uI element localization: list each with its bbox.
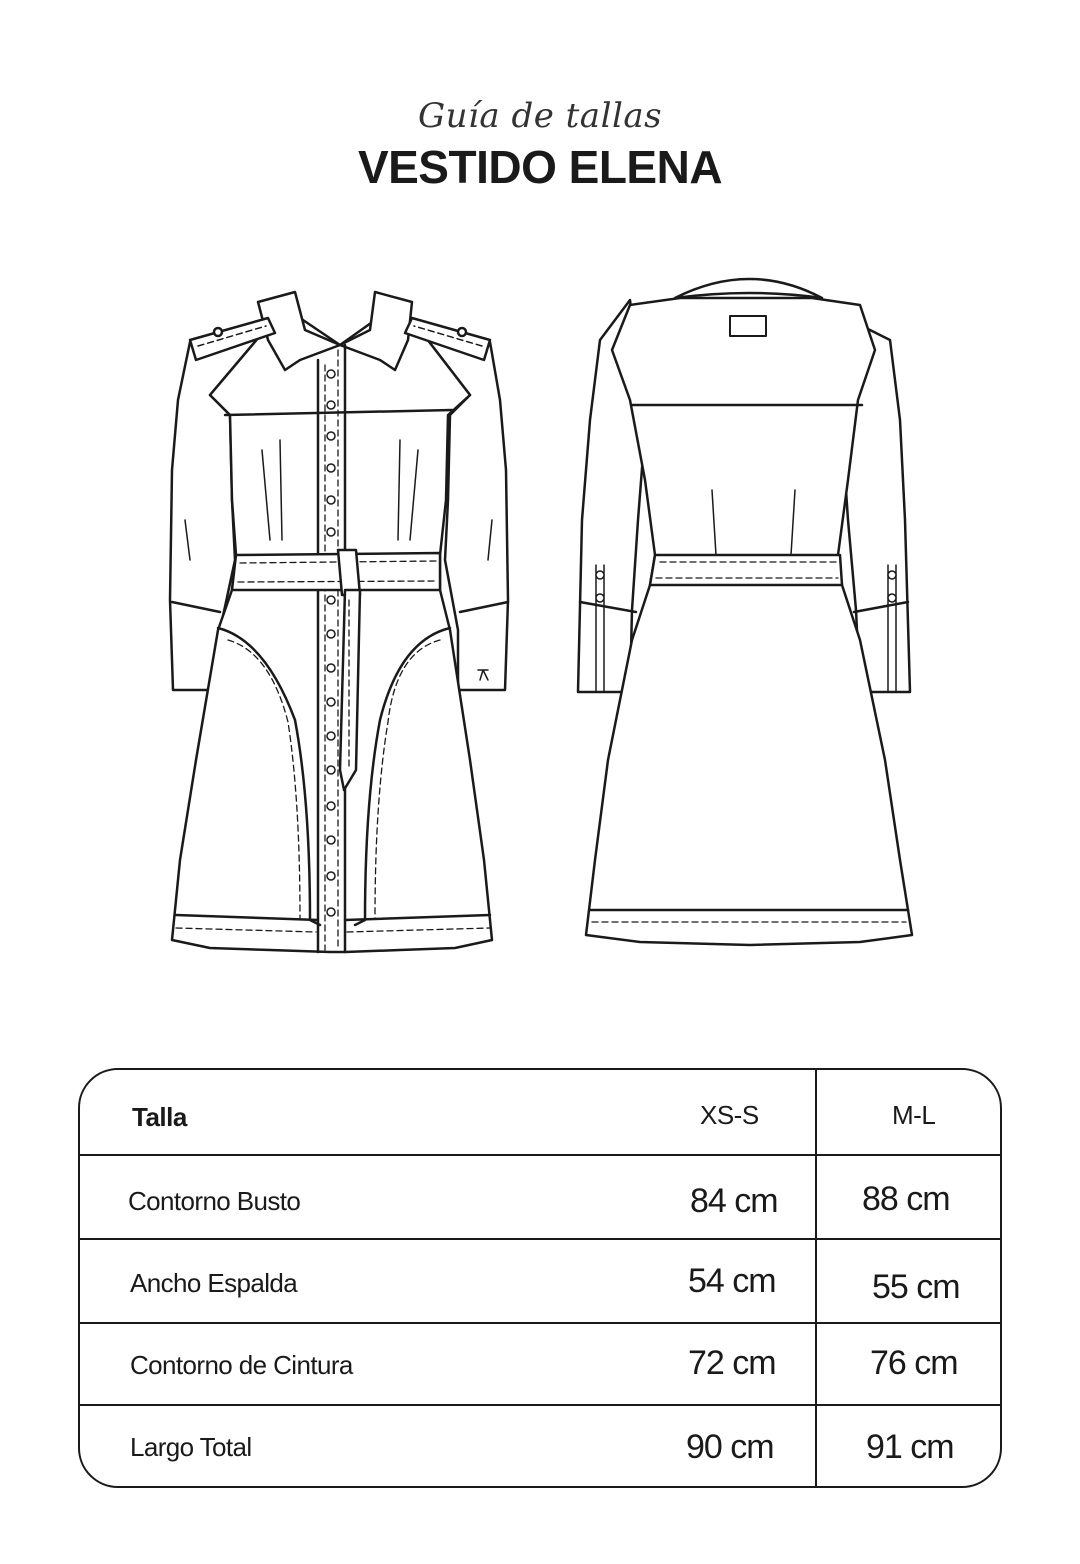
value-bust-m-l: 88 cm <box>862 1180 950 1218</box>
row-divider <box>80 1154 1000 1156</box>
size-guide-subtitle: Guía de tallas <box>417 96 663 136</box>
value-length-xs-s: 90 cm <box>686 1428 774 1466</box>
value-bust-xs-s: 84 cm <box>690 1182 778 1220</box>
value-waist-m-l: 76 cm <box>870 1344 958 1382</box>
row-label-bust: Contorno Busto <box>128 1186 301 1216</box>
dress-front-view <box>170 292 508 952</box>
row-divider <box>80 1322 1000 1324</box>
row-label-back-width: Ancho Espalda <box>130 1268 298 1298</box>
dress-back-view <box>578 279 912 945</box>
size-table <box>78 1068 1002 1488</box>
row-divider <box>80 1404 1000 1406</box>
value-waist-xs-s: 72 cm <box>688 1344 776 1382</box>
value-back-width-m-l: 55 cm <box>872 1268 960 1306</box>
product-title: VESTIDO ELENA <box>357 141 723 193</box>
row-divider <box>80 1238 1000 1240</box>
dress-technical-drawings <box>0 250 1080 990</box>
row-label-total-length: Largo Total <box>130 1432 252 1462</box>
size-header-m-l: M-L <box>892 1100 936 1130</box>
size-header-label: Talla <box>132 1102 187 1132</box>
column-divider <box>815 1070 817 1486</box>
row-label-waist: Contorno de Cintura <box>130 1350 353 1380</box>
value-length-m-l: 91 cm <box>866 1428 954 1466</box>
value-back-width-xs-s: 54 cm <box>688 1262 776 1300</box>
size-header-xs-s: XS-S <box>700 1100 759 1130</box>
